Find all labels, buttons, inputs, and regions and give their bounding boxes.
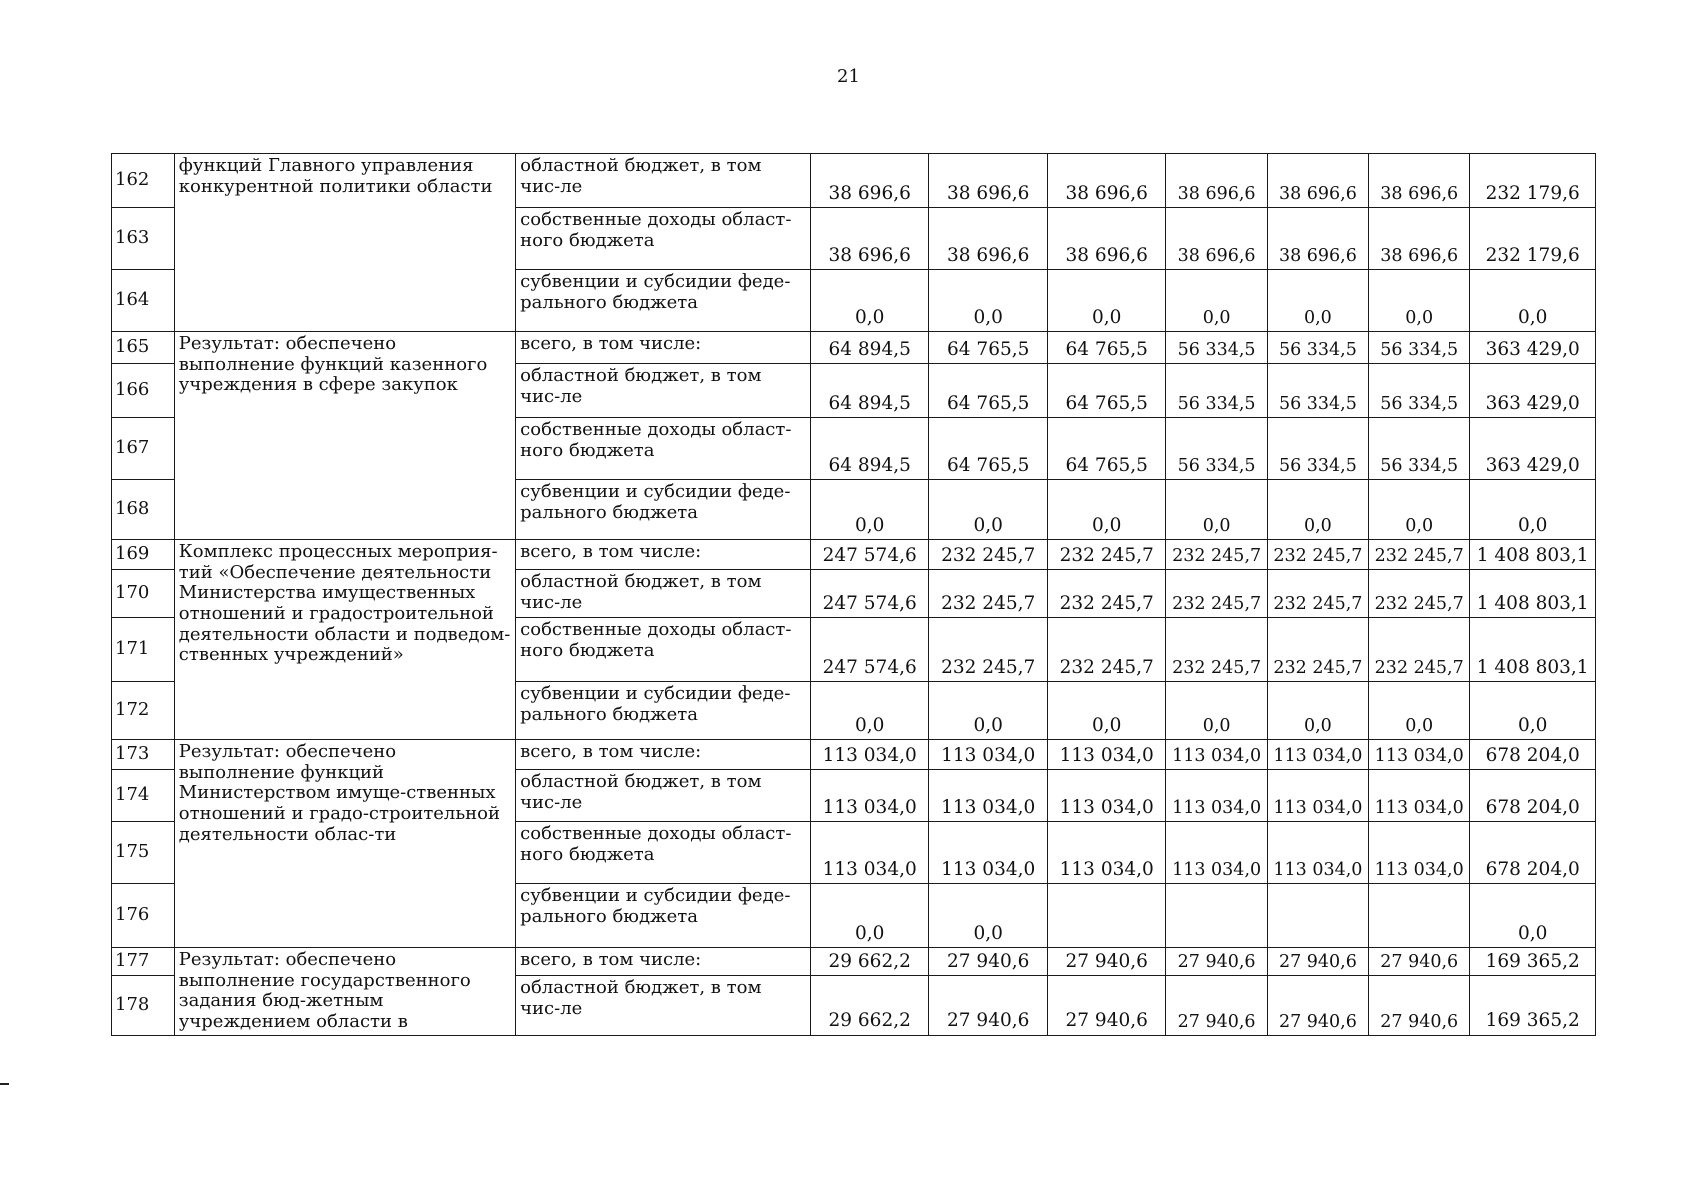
amount-cell: 247 574,6 <box>810 618 929 682</box>
amount-cell: 27 940,6 <box>929 975 1048 1035</box>
amount-cell: 232 245,7 <box>1047 570 1166 618</box>
amount-cell: 0,0 <box>1470 682 1596 740</box>
amount-cell: 113 034,0 <box>1267 822 1368 884</box>
amount-cell: 38 696,6 <box>810 154 929 208</box>
amount-cell: 64 765,5 <box>1047 332 1166 364</box>
amount-cell: 27 940,6 <box>1047 975 1166 1035</box>
amount-cell: 232 245,7 <box>1267 570 1368 618</box>
amount-cell: 232 245,7 <box>1166 570 1267 618</box>
funding-source: всего, в том числе: <box>516 540 811 570</box>
amount-cell: 0,0 <box>1166 270 1267 332</box>
row-number: 170 <box>112 570 175 618</box>
row-number: 168 <box>112 480 175 540</box>
row-number: 169 <box>112 540 175 570</box>
amount-cell: 38 696,6 <box>1047 208 1166 270</box>
amount-cell: 38 696,6 <box>1047 154 1166 208</box>
row-number: 164 <box>112 270 175 332</box>
amount-cell: 0,0 <box>810 682 929 740</box>
amount-cell: 64 894,5 <box>810 418 929 480</box>
activity-name: функций Главного управления конкурентной политики области <box>174 154 515 332</box>
amount-cell: 0,0 <box>1369 270 1470 332</box>
amount-cell: 56 334,5 <box>1267 418 1368 480</box>
amount-cell: 113 034,0 <box>1047 770 1166 822</box>
amount-cell: 38 696,6 <box>1267 208 1368 270</box>
amount-cell: 232 245,7 <box>1166 618 1267 682</box>
funding-source: собственные доходы област-ного бюджета <box>516 618 811 682</box>
amount-cell: 678 204,0 <box>1470 770 1596 822</box>
amount-cell: 0,0 <box>1047 480 1166 540</box>
funding-source: собственные доходы област-ного бюджета <box>516 208 811 270</box>
amount-cell: 113 034,0 <box>1369 770 1470 822</box>
funding-source: субвенции и субсидии феде-рального бюджета <box>516 682 811 740</box>
amount-cell: 56 334,5 <box>1369 418 1470 480</box>
funding-source: субвенции и субсидии феде-рального бюджета <box>516 480 811 540</box>
amount-cell: 64 894,5 <box>810 364 929 418</box>
amount-cell: 27 940,6 <box>1166 948 1267 976</box>
amount-cell: 363 429,0 <box>1470 418 1596 480</box>
amount-cell: 363 429,0 <box>1470 332 1596 364</box>
amount-cell: 0,0 <box>1047 270 1166 332</box>
activity-name: Результат: обеспечено выполнение государственного задания бюд-жетным учреждением области в <box>174 948 515 1036</box>
amount-cell: 1 408 803,1 <box>1470 618 1596 682</box>
table-row <box>112 154 1596 208</box>
amount-cell: 678 204,0 <box>1470 822 1596 884</box>
funding-source: всего, в том числе: <box>516 948 811 976</box>
margin-mark <box>0 1083 9 1085</box>
amount-cell: 0,0 <box>929 682 1048 740</box>
amount-cell: 232 245,7 <box>1369 570 1470 618</box>
amount-cell: 232 245,7 <box>1369 540 1470 570</box>
amount-cell: 232 245,7 <box>1267 540 1368 570</box>
amount-cell: 38 696,6 <box>929 208 1048 270</box>
amount-cell: 64 765,5 <box>1047 418 1166 480</box>
amount-cell: 56 334,5 <box>1267 364 1368 418</box>
amount-cell <box>1166 884 1267 948</box>
budget-table <box>111 153 1596 1036</box>
funding-source: всего, в том числе: <box>516 332 811 364</box>
table-row <box>112 540 1596 570</box>
amount-cell: 113 034,0 <box>1369 822 1470 884</box>
funding-source: субвенции и субсидии феде-рального бюджета <box>516 884 811 948</box>
amount-cell: 232 179,6 <box>1470 154 1596 208</box>
funding-source: областной бюджет, в том чис-ле <box>516 570 811 618</box>
amount-cell: 56 334,5 <box>1369 364 1470 418</box>
row-number: 162 <box>112 154 175 208</box>
amount-cell: 113 034,0 <box>929 822 1048 884</box>
amount-cell: 64 765,5 <box>929 332 1048 364</box>
amount-cell: 0,0 <box>929 270 1048 332</box>
amount-cell: 0,0 <box>1470 270 1596 332</box>
amount-cell: 0,0 <box>1166 682 1267 740</box>
amount-cell: 0,0 <box>929 884 1048 948</box>
amount-cell: 678 204,0 <box>1470 740 1596 770</box>
amount-cell <box>1047 884 1166 948</box>
amount-cell: 1 408 803,1 <box>1470 540 1596 570</box>
amount-cell: 38 696,6 <box>810 208 929 270</box>
amount-cell <box>1267 884 1368 948</box>
row-number: 167 <box>112 418 175 480</box>
amount-cell: 0,0 <box>810 270 929 332</box>
amount-cell: 169 365,2 <box>1470 975 1596 1035</box>
amount-cell: 113 034,0 <box>1166 822 1267 884</box>
amount-cell: 113 034,0 <box>810 740 929 770</box>
funding-source: всего, в том числе: <box>516 740 811 770</box>
amount-cell: 113 034,0 <box>1166 770 1267 822</box>
amount-cell: 232 245,7 <box>1047 618 1166 682</box>
amount-cell: 64 894,5 <box>810 332 929 364</box>
amount-cell: 64 765,5 <box>929 364 1048 418</box>
amount-cell: 27 940,6 <box>1047 948 1166 976</box>
amount-cell: 113 034,0 <box>929 740 1048 770</box>
row-number: 174 <box>112 770 175 822</box>
row-number: 176 <box>112 884 175 948</box>
amount-cell: 232 179,6 <box>1470 208 1596 270</box>
amount-cell: 113 034,0 <box>929 770 1048 822</box>
amount-cell: 27 940,6 <box>1369 948 1470 976</box>
amount-cell: 113 034,0 <box>1267 770 1368 822</box>
amount-cell: 64 765,5 <box>929 418 1048 480</box>
amount-cell: 56 334,5 <box>1166 364 1267 418</box>
amount-cell: 38 696,6 <box>1267 154 1368 208</box>
amount-cell: 232 245,7 <box>929 570 1048 618</box>
amount-cell: 113 034,0 <box>1047 740 1166 770</box>
amount-cell: 232 245,7 <box>1166 540 1267 570</box>
amount-cell: 38 696,6 <box>1166 154 1267 208</box>
amount-cell: 27 940,6 <box>1267 975 1368 1035</box>
amount-cell: 232 245,7 <box>929 540 1048 570</box>
amount-cell: 29 662,2 <box>810 948 929 976</box>
amount-cell: 27 940,6 <box>929 948 1048 976</box>
amount-cell: 232 245,7 <box>929 618 1048 682</box>
table-body <box>112 154 1596 1036</box>
table-row <box>112 740 1596 770</box>
amount-cell: 0,0 <box>1369 682 1470 740</box>
amount-cell: 113 034,0 <box>810 770 929 822</box>
row-number: 165 <box>112 332 175 364</box>
amount-cell: 29 662,2 <box>810 975 929 1035</box>
amount-cell: 113 034,0 <box>1166 740 1267 770</box>
funding-source: собственные доходы област-ного бюджета <box>516 822 811 884</box>
row-number: 177 <box>112 948 175 976</box>
row-number: 166 <box>112 364 175 418</box>
amount-cell <box>1369 884 1470 948</box>
amount-cell: 0,0 <box>1166 480 1267 540</box>
row-number: 172 <box>112 682 175 740</box>
table-row <box>112 332 1596 364</box>
amount-cell: 1 408 803,1 <box>1470 570 1596 618</box>
amount-cell: 113 034,0 <box>1369 740 1470 770</box>
funding-source: областной бюджет, в том чис-ле <box>516 975 811 1035</box>
amount-cell: 27 940,6 <box>1267 948 1368 976</box>
amount-cell: 247 574,6 <box>810 570 929 618</box>
amount-cell: 0,0 <box>810 884 929 948</box>
amount-cell: 56 334,5 <box>1166 418 1267 480</box>
amount-cell: 232 245,7 <box>1267 618 1368 682</box>
amount-cell: 0,0 <box>1267 480 1368 540</box>
row-number: 163 <box>112 208 175 270</box>
amount-cell: 0,0 <box>1470 480 1596 540</box>
activity-name: Результат: обеспечено выполнение функций казенного учреждения в сфере закупок <box>174 332 515 540</box>
amount-cell: 113 034,0 <box>1267 740 1368 770</box>
amount-cell: 0,0 <box>929 480 1048 540</box>
amount-cell: 0,0 <box>1470 884 1596 948</box>
amount-cell: 0,0 <box>810 480 929 540</box>
table-row <box>112 948 1596 976</box>
funding-source: субвенции и субсидии феде-рального бюджета <box>516 270 811 332</box>
amount-cell: 38 696,6 <box>929 154 1048 208</box>
amount-cell: 169 365,2 <box>1470 948 1596 976</box>
amount-cell: 113 034,0 <box>810 822 929 884</box>
page-number: 21 <box>837 66 860 87</box>
amount-cell: 38 696,6 <box>1369 208 1470 270</box>
funding-source: областной бюджет, в том чис-ле <box>516 364 811 418</box>
activity-name: Результат: обеспечено выполнение функций Министерством имуще-ственных отношений и градо-строительной деятельности облас-ти <box>174 740 515 948</box>
row-number: 178 <box>112 975 175 1035</box>
row-number: 171 <box>112 618 175 682</box>
row-number: 173 <box>112 740 175 770</box>
amount-cell: 27 940,6 <box>1166 975 1267 1035</box>
amount-cell: 232 245,7 <box>1047 540 1166 570</box>
amount-cell: 0,0 <box>1267 270 1368 332</box>
amount-cell: 56 334,5 <box>1166 332 1267 364</box>
amount-cell: 363 429,0 <box>1470 364 1596 418</box>
amount-cell: 38 696,6 <box>1369 154 1470 208</box>
amount-cell: 38 696,6 <box>1166 208 1267 270</box>
amount-cell: 247 574,6 <box>810 540 929 570</box>
amount-cell: 113 034,0 <box>1047 822 1166 884</box>
amount-cell: 0,0 <box>1047 682 1166 740</box>
amount-cell: 64 765,5 <box>1047 364 1166 418</box>
amount-cell: 232 245,7 <box>1369 618 1470 682</box>
funding-source: собственные доходы област-ного бюджета <box>516 418 811 480</box>
activity-name: Комплекс процессных мероприя-тий «Обеспечение деятельности Министерства имущественных отношений и градостроительной деятельности области и подведом-ственных учреждений» <box>174 540 515 740</box>
amount-cell: 56 334,5 <box>1369 332 1470 364</box>
amount-cell: 0,0 <box>1369 480 1470 540</box>
amount-cell: 0,0 <box>1267 682 1368 740</box>
amount-cell: 56 334,5 <box>1267 332 1368 364</box>
funding-source: областной бюджет, в том чис-ле <box>516 770 811 822</box>
amount-cell: 27 940,6 <box>1369 975 1470 1035</box>
funding-source: областной бюджет, в том чис-ле <box>516 154 811 208</box>
row-number: 175 <box>112 822 175 884</box>
